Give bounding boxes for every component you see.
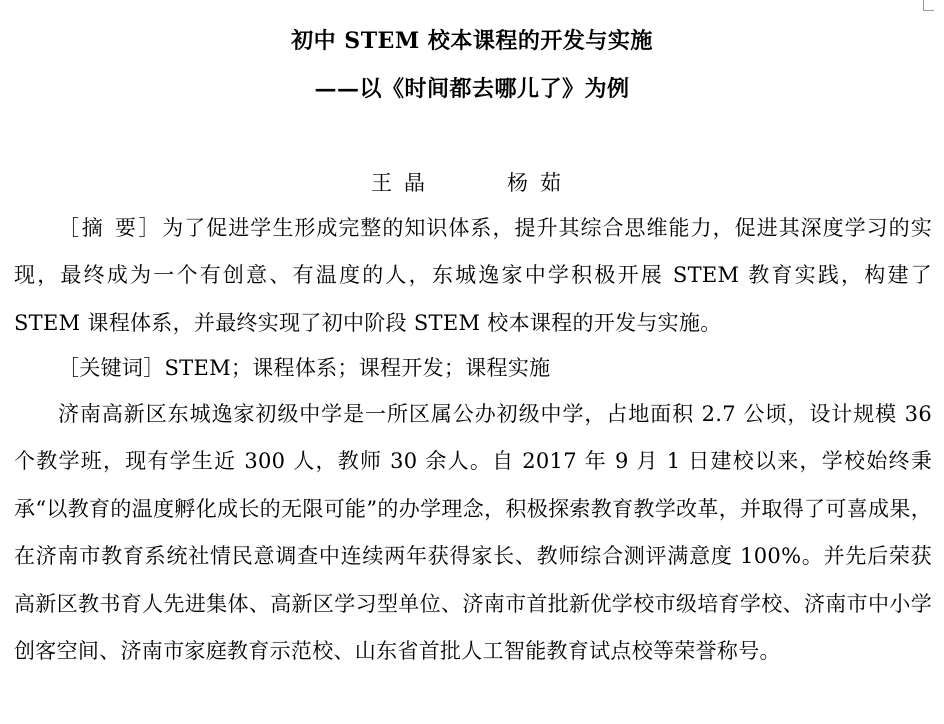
abstract-paragraph: [14, 205, 932, 347]
keywords-label: ［关键词］: [58, 356, 165, 380]
body-paragraph: 济南高新区东城逸家初级中学是一所区属公办初级中学，占地面积 2.7 公顷，设计规模 36 个教学班，现有学生近 300 人，教师 30 余人。自 2017 年 9 月 1 日建校以来，学校始终秉承“以教育的温度孵化成长的无限可能”的办学理念，积极探索教育教学改革，并取得了可喜成果，在济南市教育系统社情民意调查中连续两年获得家长、教师综合测评满意度 100%。并先后荣获高新区教书育人先进集体、高新区学习型单位、济南市首批新优学校市级培育学校、济南市中小学创客空间、济南市家庭教育示范校、山东省首批人工智能教育试点校等荣誉称号。: [14, 402, 932, 664]
author-name: 杨茹: [507, 171, 573, 195]
author-line: [0, 169, 944, 197]
author-name: 王晶: [371, 171, 437, 195]
page-corner-mark: [923, 0, 934, 11]
abstract-text: 为了促进学生形成完整的知识体系，提升其综合思维能力，促进其深度学习的实现，最终成为一个有创意、有温度的人，东城逸家中学积极开展 STEM 教育实践，构建了 STEM 课程体系，并最终实现了初中阶段 STEM 校本课程的开发与实施。: [14, 216, 932, 335]
document-title: 初中 STEM 校本课程的开发与实施: [291, 28, 653, 54]
abstract-label: ［摘 要］: [58, 216, 163, 240]
keywords-text: STEM；课程体系；课程开发；课程实施: [164, 356, 551, 380]
keywords-paragraph: [14, 345, 932, 392]
document-subtitle: ——以《时间都去哪儿了》为例: [314, 76, 630, 102]
